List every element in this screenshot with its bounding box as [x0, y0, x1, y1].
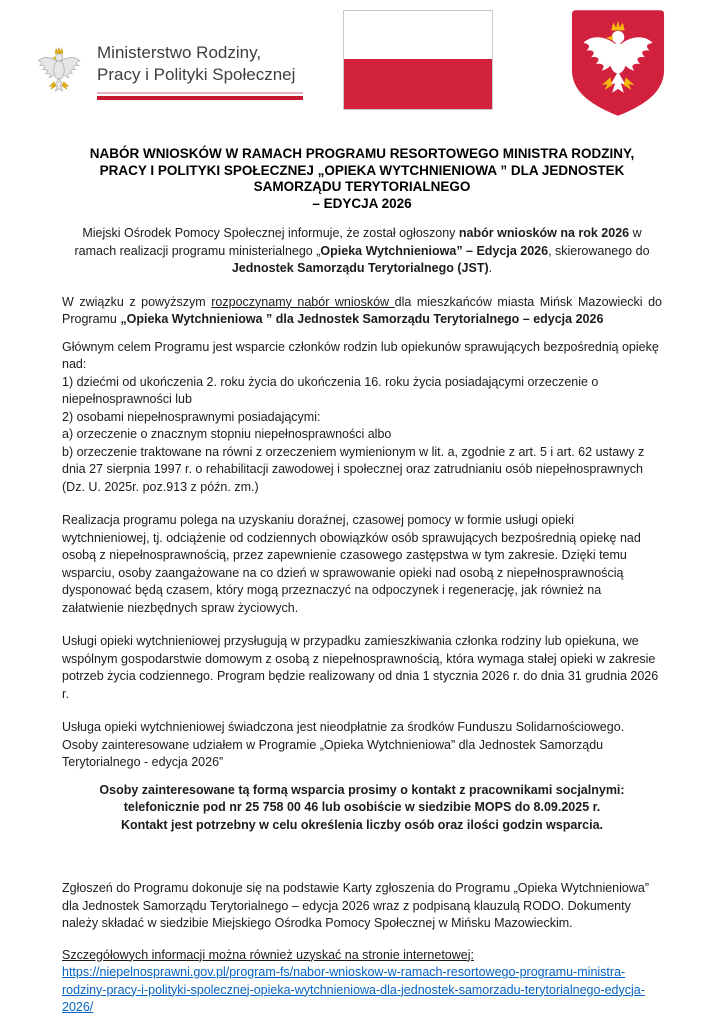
ministry-name-block — [97, 34, 303, 100]
text-run: , skierowanego do — [548, 243, 650, 258]
program-info-link[interactable]: https://niepelnosprawni.gov.pl/program-fs/nabor-wnioskow-w-ramach-resortowego-programu-ministra-rodziny-pracy-i-polityki-spolecznej-opieka-wytchnieniowa-dla-jednostek-samorzadu-terytorialnego-edycja-2026/ — [62, 965, 645, 1014]
ministry-name-line2: Pracy i Polityki Społecznej — [97, 64, 296, 84]
text-run: W związku z powyższym — [62, 294, 212, 309]
page-title — [62, 146, 662, 212]
more-info-block — [62, 947, 662, 1017]
paragraph-application-submission: Zgłoszeń do Programu dokonuje się na podstawie Karty zgłoszenia do Programu „Opieka Wytchnieniowa” dla Jednostek Samorządu Terytorialnego – edycja 2026 wraz z podpisaną klauzulą RODO. Dokumenty należy składać w siedzibie Miejskiego Ośrodka Pomocy Społecznej w Mińsku Mazowieckim. — [62, 881, 649, 930]
contact-info-block — [62, 782, 662, 835]
ministry-red-underline — [97, 92, 303, 100]
text-line: 1) dziećmi od ukończenia 2. roku życia do ukończenia 16. roku życia posiadającymi orzeczenie o niepełnosprawności lub — [62, 374, 599, 406]
text-line: a) orzeczenie o znacznym stopniu niepełnosprawności albo — [62, 427, 392, 441]
paragraph-program-goal — [62, 339, 662, 497]
text-run: Miejski Ośrodek Pomocy Społecznej informuje, że został ogłoszony — [82, 226, 459, 240]
contact-line2: Kontakt jest potrzebny w celu określenia liczby osób oraz ilości godzin wsparcia. — [120, 817, 604, 832]
ministry-logo — [30, 34, 303, 112]
paragraph-recruitment-start — [62, 294, 662, 329]
coat-of-arms-icon — [570, 8, 666, 118]
text-line: PRACY I POLITYKI SPOŁECZNEJ „OPIEKA WYTCHNIENIOWA ” DLA JEDNOSTEK — [99, 162, 625, 178]
text-run: Jednostek Samorządu Terytorialnego (JST) — [231, 261, 489, 275]
more-info-intro: Szczegółowych informacji można również uzyskać na stronie internetowej: — [62, 947, 474, 962]
text-run: rozpoczynamy nabór wniosków — [211, 294, 395, 309]
text-run: w ramach realizacji programu ministerialnego „ — [74, 226, 642, 258]
text-run: dla mieszkańców miasta Mińsk Mazowiecki do Programu — [62, 294, 663, 326]
paragraph-program-description: Realizacja programu polega na uzyskaniu doraźnej, czasowej pomocy w formie usługi opieki wytchnieniowej, tj. odciążenie od codziennych obowiązków osób sprawujących bezpośrednią opiekę nad osobą z niepełnosprawnością, przez zapewnienie czasowego zastępstwa w tym zakresie. Dzięki temu wsparciu, osoby zaangażowane na co dzień w sprawowanie opieki nad osobą z niepełnosprawnością dysponować będą czasem, który mogą przeznaczyć na odpoczynek i regenerację, jak również na załatwienie niezbędnych spraw życiowych. — [62, 513, 641, 615]
text-line: NABÓR WNIOSKÓW W RAMACH PROGRAMU RESORTOWEGO MINISTRA RODZINY, — [89, 146, 635, 161]
contact-line1: Osoby zainteresowane tą formą wsparcia prosimy o kontakt z pracownikami socjalnymi: telefonicznie pod nr 25 758 00 46 lub osobiście w siedzibie MOPS do 8.09.2025 r. — [99, 782, 625, 814]
text-line: Głównym celem Programu jest wsparcie członków rodzin lub opiekunów sprawujących bezpośrednią opiekę nad: — [62, 339, 659, 371]
text-run: nabór wniosków na rok 2026 — [458, 226, 630, 240]
paragraph-free-service: Usługa opieki wytchnieniowej świadczona jest nieodpłatnie za środków Funduszu Solidarnościowego. Osoby zainteresowane udziałem w Programie „Opieka Wytchnieniowa” dla Jednostek Samorządu Terytorialnego - edycja 2026” — [62, 720, 625, 769]
paragraph-announcement — [62, 225, 662, 278]
poland-flag-icon — [343, 10, 493, 110]
text-line: b) orzeczenie traktowane na równi z orzeczeniem wymienionym w lit. a, zgodnie z art. 5 i art. 62 ustawy z dnia 27 sierpnia 1997 r. o rehabilitacji zawodowej i społecznej oraz zatrudnianiu osób niepełnosprawnych (Dz. U. 2025r. poz.913 z późn. zm.) — [62, 444, 645, 494]
document-content — [62, 146, 662, 1017]
text-run: Opieka Wytchnieniowa” – Edycja 2026 — [320, 243, 549, 258]
text-run: „Opieka Wytchnieniowa ” dla Jednostek Samorządu Terytorialnego – edycja 2026 — [120, 312, 604, 326]
ministry-eagle-icon — [30, 34, 88, 112]
text-line: – EDYCJA 2026 — [312, 195, 412, 211]
text-line: SAMORZĄDU TERYTORIALNEGO — [253, 179, 471, 194]
ministry-name-line1: Ministerstwo Rodziny, — [97, 43, 262, 62]
text-run: . — [488, 261, 493, 275]
paragraph-eligibility: Usługi opieki wytchnieniowej przysługują w przypadku zamieszkiwania członka rodziny lub opiekuna, we wspólnym gospodarstwie domowym z osobą z niepełnosprawnością, która wymaga stałej opieki w zakresie potrzeb życia codziennego. Program będzie realizowany od dnia 1 stycznia 2026 r. do dnia 31 grudnia 2026 r. — [62, 634, 659, 701]
text-line: 2) osobami niepełnosprawnymi posiadającymi: — [62, 409, 321, 424]
